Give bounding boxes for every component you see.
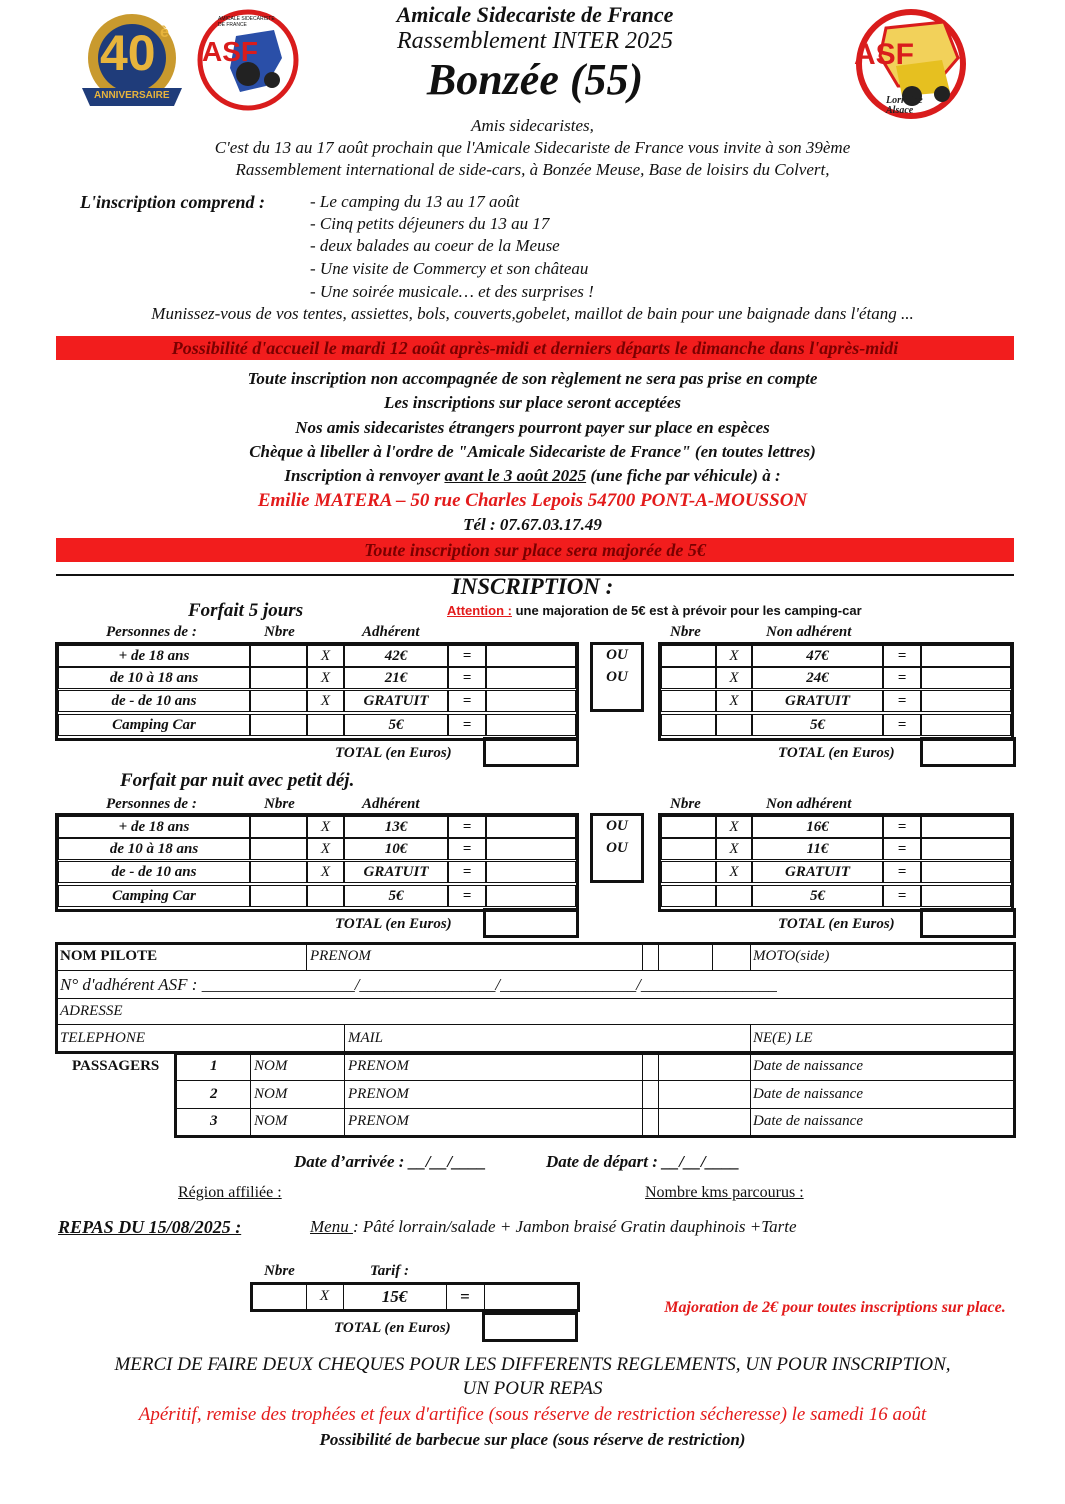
forfait-5-title: Forfait 5 jours [188,600,304,621]
form-line [712,944,713,970]
hdr-persons: Personnes de : [106,624,197,640]
rule-4: Chèque à libeller à l'ordre de "Amicale Sidecariste de France" (en toutes lettres) [249,442,816,461]
form-line [750,1025,751,1052]
form-line [642,944,643,970]
passengers-table [174,1052,1016,1138]
menu-line [310,1217,797,1237]
ou-label: OU [606,647,628,663]
row-label: de 10 à 18 ans [58,667,250,689]
total-label: TOTAL (en Euros) [778,916,895,932]
intro-greeting: Amis sidecaristes, [471,116,594,135]
multiply-sign: X [716,645,752,667]
multiply-sign [716,885,752,907]
nbre-input[interactable] [661,645,716,667]
equals-sign: = [883,861,921,883]
result-input[interactable] [486,861,576,883]
logo-40-suffix: è [160,24,169,41]
nbre-input[interactable] [250,714,307,736]
hdr-adherent: Adhérent [362,624,420,640]
price-cell: GRATUIT [752,690,883,712]
hdr-non-adherent: Non adhérent [766,624,852,640]
result-input[interactable] [921,690,1011,712]
nbre-input[interactable] [250,838,307,860]
form-line [176,1080,1014,1081]
logo-asf-tiny: AMICALE SIDECARISTE DE FRANCE [218,16,275,28]
result-input[interactable] [486,885,576,907]
date-depart-field[interactable]: Date de départ : __/__/____ [546,1152,740,1171]
price-cell: 10€ [344,838,448,860]
ou-label: OU [606,840,628,856]
kms-field[interactable]: Nombre kms parcourus : [645,1184,804,1201]
majoration-note: Majoration de 2€ pour toutes inscriptions sur place. [664,1299,1006,1316]
price-cell: GRATUIT [752,861,883,883]
intro-line2: C'est du 13 au 17 août prochain que l'Amicale Sidecariste de France vous invite à son 39ème [214,138,851,157]
result-input[interactable] [486,645,576,667]
form-line [750,1054,751,1136]
hdr-persons: Personnes de : [106,796,197,812]
price-cell: GRATUIT [344,861,448,883]
ou-label: OU [606,669,628,685]
includes-item: - Cinq petits déjeuners du 13 au 17 [310,214,550,233]
price-cell: 16€ [752,816,883,838]
price-cell: 5€ [344,714,448,736]
multiply-sign: X [307,816,344,838]
equals-sign: = [883,714,921,736]
rule-2: Les inscriptions sur place seront acceptées [383,393,681,412]
multiply-sign: X [307,645,344,667]
equals-sign: = [448,861,486,883]
equals-sign: = [448,838,486,860]
form-line [56,970,1014,971]
multiply-sign: X [716,861,752,883]
footer-aperitif: Apéritif, remise des trophées et feux d'artifice (sous réserve de restriction sécheresse) le samedi 16 août [138,1404,927,1425]
banner-majoration: Toute inscription sur place sera majorée de 5€ [56,538,1014,562]
equals-sign: = [448,667,486,689]
price-cell: 11€ [752,838,883,860]
result-input[interactable] [921,861,1011,883]
logo-lorraine-brand: ASF [854,38,914,71]
total-label: TOTAL (en Euros) [778,745,895,761]
passenger-ddn[interactable]: Date de naissance [753,1058,863,1074]
event-subtitle: Rassemblement INTER 2025 [397,28,673,54]
row-label: Camping Car [58,885,250,907]
send-tel: Tél : 07.67.03.17.49 [463,515,602,534]
row-label: de - de 10 ans [58,861,250,883]
equals-sign: = [448,714,486,736]
attention-label: Attention : [447,603,512,618]
repas-tarif-header: Tarif : [370,1263,410,1279]
form-line [306,944,307,970]
rule-5-c: (une fiche par véhicule) à : [586,466,781,485]
equals-sign: = [883,816,921,838]
row-label: de - de 10 ans [58,690,250,712]
multiply-sign: X [307,690,344,712]
form-line [658,1054,659,1136]
equals-sign: = [883,667,921,689]
result-input[interactable] [921,714,1011,736]
form-line [344,1054,345,1136]
multiply-sign: X [307,838,344,860]
nbre-input[interactable] [250,645,307,667]
total-input[interactable] [920,908,1016,938]
multiply-sign [307,885,344,907]
rule-5-a: Inscription à renvoyer [284,466,445,485]
nom-pilote-label[interactable]: NOM PILOTE [60,948,158,964]
multiply-sign: X [716,816,752,838]
result-input[interactable] [921,885,1011,907]
logo-asf-lorraine [846,8,976,120]
row-label: Camping Car [58,714,250,736]
attention-text: une majoration de 5€ est à prévoir pour les camping-car [511,603,862,618]
region-field[interactable]: Région affiliée : [178,1184,282,1201]
price-cell: 5€ [752,714,883,736]
logo-40-anniversaire [74,10,190,116]
multiply-sign [307,714,344,736]
moto-label[interactable]: MOTO(side) [753,948,830,964]
passenger-prenom[interactable]: PRENOM [348,1113,409,1129]
repas-total-label: TOTAL (en Euros) [334,1320,451,1336]
adresse-label[interactable]: ADRESSE [60,1003,123,1019]
org-title: Amicale Sidecariste de France [396,2,674,27]
equals-sign: = [883,885,921,907]
menu-text: : Pâté lorrain/salade + Jambon braisé Gratin dauphinois +Tarte [352,1217,797,1236]
hdr-nbre: Nbre [264,624,295,640]
includes-item: - Une visite de Commercy et son château [310,259,589,278]
repas-x: X [319,1288,330,1304]
nbre-input[interactable] [661,690,716,712]
repas-label: REPAS DU 15/08/2025 : [58,1217,242,1237]
prenom-label[interactable]: PRENOM [310,948,371,964]
bring-line: Munissez-vous de vos tentes, assiettes, bols, couverts,gobelet, maillot de bain pour une baignade dans l'étang ... [151,304,914,323]
row-label: + de 18 ans [58,816,250,838]
logo-40-number: 40 [100,25,156,81]
send-address: Emilie MATERA – 50 rue Charles Lepois 54700 PONT-A-MOUSSON [257,490,808,511]
includes-item: - Le camping du 13 au 17 août [310,192,520,211]
menu-label: Menu [310,1217,353,1236]
nbre-input[interactable] [250,885,307,907]
equals-sign: = [883,690,921,712]
result-input[interactable] [486,838,576,860]
nbre-input[interactable] [661,816,716,838]
equals-sign: = [883,838,921,860]
adherent-number-field[interactable]: N° d'adhérent ASF : __________________/________________/________________/________________ [60,975,777,994]
equals-sign: = [448,816,486,838]
includes-label: L'inscription comprend : [80,192,266,212]
form-line [642,1054,643,1136]
hdr-non-adherent: Non adhérent [766,796,852,812]
repas-total-input[interactable] [482,1312,578,1342]
equals-sign: = [883,645,921,667]
total-input[interactable] [483,908,579,938]
multiply-sign: X [716,667,752,689]
passenger-prenom[interactable]: PRENOM [348,1058,409,1074]
rule-3: Nos amis sidecaristes étrangers pourront payer sur place en espèces [295,418,770,437]
total-label: TOTAL (en Euros) [335,745,452,761]
price-cell: 24€ [752,667,883,689]
nbre-input[interactable] [661,714,716,736]
passenger-number: 1 [210,1058,218,1074]
price-cell: 21€ [344,667,448,689]
result-input[interactable] [921,667,1011,689]
forfait-nuit-title: Forfait par nuit avec petit déj. [120,770,355,791]
attention-note [447,603,862,618]
price-cell: 13€ [344,816,448,838]
repas-result-input[interactable] [486,1286,576,1308]
form-line [658,944,659,970]
nbre-input[interactable] [250,667,307,689]
passenger-ddn[interactable]: Date de naissance [753,1086,863,1102]
nbre-input[interactable] [661,667,716,689]
equals-sign: = [448,885,486,907]
multiply-sign: X [307,861,344,883]
price-cell: 47€ [752,645,883,667]
form-line [750,944,751,970]
logo-asf-france [196,8,300,112]
multiply-sign [716,714,752,736]
row-label: + de 18 ans [58,645,250,667]
ou-label: OU [606,818,628,834]
passenger-nom[interactable]: NOM [254,1113,288,1129]
total-input[interactable] [483,737,579,767]
logo-40-banner: ANNIVERSAIRE [94,90,170,101]
form-line [250,1054,251,1136]
intro-line3: Rassemblement international de side-cars, à Bonzée Meuse, Base de loisirs du Colvert, [235,160,830,179]
nbre-input[interactable] [250,861,307,883]
includes-item: - Une soirée musicale… et des surprises ! [310,282,594,301]
total-input[interactable] [920,737,1016,767]
nbre-input[interactable] [661,861,716,883]
passenger-ddn[interactable]: Date de naissance [753,1113,863,1129]
hdr-adherent: Adhérent [362,796,420,812]
repas-price: 15€ [381,1287,408,1306]
nbre-input[interactable] [250,816,307,838]
rule-5 [0,466,1065,486]
hdr-nbre: Nbre [670,624,701,640]
inscription-title: INSCRIPTION : [451,574,614,599]
passenger-number: 2 [210,1086,218,1102]
form-line [56,1024,1014,1025]
form-line [176,1108,1014,1109]
result-input[interactable] [921,645,1011,667]
hdr-nbre: Nbre [264,796,295,812]
telephone-label[interactable]: TELEPHONE [60,1030,146,1046]
rule-1: Toute inscription non accompagnée de son règlement ne sera pas prise en compte [247,369,818,388]
total-label: TOTAL (en Euros) [335,916,452,932]
result-input[interactable] [921,838,1011,860]
equals-sign: = [448,645,486,667]
passenger-nom[interactable]: NOM [254,1058,288,1074]
price-cell: GRATUIT [344,690,448,712]
mail-label[interactable]: MAIL [348,1030,383,1046]
equals-sign: = [448,690,486,712]
logo-asf-brand: ASF [202,36,258,67]
result-input[interactable] [486,714,576,736]
result-input[interactable] [921,816,1011,838]
passagers-label: PASSAGERS [72,1058,160,1074]
hdr-nbre: Nbre [670,796,701,812]
multiply-sign: X [307,667,344,689]
banner-accueil: Possibilité d'accueil le mardi 12 août après-midi et derniers départs le dimanche dans l'après-midi [56,336,1014,360]
includes-item: - deux balades au coeur de la Meuse [310,236,560,255]
nbre-input[interactable] [661,838,716,860]
passenger-prenom[interactable]: PRENOM [348,1086,409,1102]
logo-lorraine-region: Lorraine Alsace [886,95,923,116]
result-input[interactable] [486,690,576,712]
date-arrivee-field[interactable]: Date d’arrivée : __/__/____ [294,1152,487,1171]
result-input[interactable] [486,667,576,689]
form-line [484,1284,485,1310]
ne-le-label[interactable]: NE(E) LE [753,1030,813,1046]
footer-cheques-1: MERCI DE FAIRE DEUX CHEQUES POUR LES DIFFERENTS REGLEMENTS, UN POUR INSCRIPTION, [114,1354,951,1375]
passenger-number: 3 [210,1113,218,1129]
repas-eq: = [460,1287,470,1306]
price-cell: 5€ [752,885,883,907]
rule-5-deadline: avant le 3 août 2025 [444,466,587,485]
multiply-sign: X [716,690,752,712]
nbre-input[interactable] [661,885,716,907]
price-cell: 42€ [344,645,448,667]
event-location: Bonzée (55) [426,55,644,104]
multiply-sign: X [716,838,752,860]
footer-barbecue: Possibilité de barbecue sur place (sous réserve de restriction) [319,1430,746,1449]
passenger-nom[interactable]: NOM [254,1086,288,1102]
repas-nbre-input[interactable] [254,1286,304,1308]
footer-cheques-2: UN POUR REPAS [462,1378,603,1399]
price-cell: 5€ [344,885,448,907]
result-input[interactable] [486,816,576,838]
form-line [56,998,1014,999]
row-label: de 10 à 18 ans [58,838,250,860]
repas-nbre-header: Nbre [264,1263,295,1279]
form-line [344,1025,345,1052]
nbre-input[interactable] [250,690,307,712]
